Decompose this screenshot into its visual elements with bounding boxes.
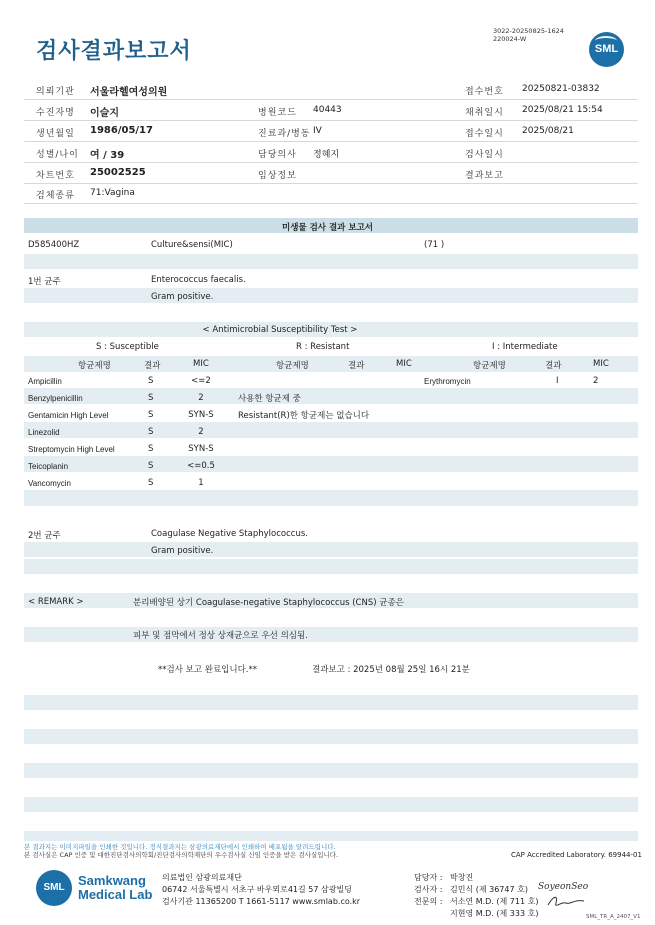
doctor-label: 전문의 : <box>414 897 443 906</box>
info-label-l3: 접수번호 <box>465 87 504 97</box>
staff-label: 담당자 : <box>414 873 443 882</box>
band <box>24 627 638 642</box>
image-notice: 본 결과지는 이미지파일을 인쇄한 것입니다. 정식결과지는 삼광의료재단에서 인쇄하여 배포됨을 알려드립니다. <box>24 843 336 851</box>
info-label-l1: 검체종류 <box>36 191 75 201</box>
info-value-v3: 20250821-03832 <box>522 84 600 94</box>
brand-line-2: Medical Lab <box>78 887 153 902</box>
test-number: (71 ) <box>424 240 445 250</box>
info-row <box>24 142 638 163</box>
accreditation-notice: 본 검사실은 CAP 인증 및 대한진단검사의학회/진단검사의학재단의 우수검사실 신임 인증을 받은 검사실입니다. <box>24 851 339 859</box>
drug-mic: <=0.5 <box>187 461 215 471</box>
info-row <box>24 121 638 142</box>
band <box>24 831 638 841</box>
info-label-l3: 채취일시 <box>465 108 504 118</box>
brand-line-1: Samkwang <box>78 873 146 888</box>
organism-1-gram: Gram positive. <box>151 292 214 302</box>
section-title: 미생물 검사 결과 보고서 <box>282 223 373 233</box>
drug-mic: 2 <box>198 393 204 403</box>
drug-name: Gentamicin High Level <box>28 411 109 420</box>
drug3-name: Erythromycin <box>424 377 471 386</box>
drug-result: S <box>148 393 154 403</box>
signature-1: SoyeonSeo <box>538 882 589 892</box>
remark-line-1: 분리배양된 상기 Coagulase-negative Staphylococcus (CNS) 균종은 <box>133 598 404 608</box>
info-row <box>24 183 638 204</box>
sml-logo-text: SML <box>594 43 619 55</box>
col-mic-3: MIC <box>593 359 609 369</box>
info-label-l2: 진료과/병동 <box>258 129 311 139</box>
info-row <box>24 163 638 184</box>
form-code: SML_TR_A_2407_V1 <box>586 914 641 920</box>
doc-number-line-1: 3022-20250825-1624 <box>493 27 564 35</box>
band <box>24 695 638 710</box>
drug-name: Teicoplanin <box>28 462 69 471</box>
info-row <box>24 100 638 121</box>
doctor-name-2: 지현영 M.D. (제 333 호) <box>450 909 539 918</box>
col-result-3: 결과 <box>545 361 562 371</box>
drug3-result: I <box>556 376 559 386</box>
footer-logo-text: SML <box>43 882 65 893</box>
band <box>24 729 638 744</box>
legend-resistant: R : Resistant <box>296 342 350 352</box>
band <box>24 542 638 557</box>
col-drug-1: 항균제명 <box>78 361 111 371</box>
remark-line-2: 피부 및 점막에서 정상 상재균으로 우선 의심됨. <box>133 631 308 641</box>
info-row <box>24 79 638 100</box>
col-drug-2: 항균제명 <box>276 361 309 371</box>
ast-title: < Antimicrobial Susceptibility Test > <box>202 325 358 335</box>
drug-mic: <=2 <box>191 376 211 386</box>
remark-label: < REMARK > <box>28 597 84 607</box>
tester-label: 검사자 : <box>414 885 443 894</box>
organism-1-name: Enterococcus faecalis. <box>151 275 246 285</box>
drug-result: S <box>148 461 154 471</box>
band <box>24 388 638 404</box>
info-label-l1: 차트번호 <box>36 171 75 181</box>
footer-address-block <box>162 872 360 908</box>
info-value-v1: 여 / 39 <box>90 150 125 161</box>
drug-result: S <box>148 427 154 437</box>
footer-sml-logo <box>36 870 72 906</box>
drug-result: S <box>148 478 154 488</box>
report-time: 결과보고 : 2025년 08월 25일 16시 21분 <box>312 665 470 675</box>
drug-mic: 1 <box>198 478 204 488</box>
info-label-l3: 결과보고 <box>465 171 504 181</box>
info-label-l2: 담당의사 <box>258 150 297 160</box>
cap-number: CAP Accredited Laboratory. 69944-01 <box>511 851 642 859</box>
info-label-l1: 성별/나이 <box>36 150 79 160</box>
info-label-l1: 생년월일 <box>36 129 75 139</box>
drug-mic: SYN-S <box>188 444 214 454</box>
footer-org: 의료법인 삼광의료재단 <box>162 873 242 882</box>
band <box>24 559 638 574</box>
info-value-v1: 서울라헬여성의원 <box>90 87 168 98</box>
info-value-v3: 2025/08/21 15:54 <box>522 105 603 115</box>
info-value-v1: 71:Vagina <box>90 188 135 198</box>
info-value-v2: 40443 <box>313 105 342 115</box>
report-complete: **검사 보고 완료입니다.** <box>158 665 258 675</box>
brand-name <box>78 874 152 902</box>
sml-logo <box>589 32 624 67</box>
test-code: D585400HZ <box>28 240 80 250</box>
organism-2-label: 2번 균주 <box>28 531 61 541</box>
doc-number-line-2: 220024-W <box>493 35 527 43</box>
band <box>24 254 638 269</box>
staff-name: 박창진 <box>450 873 474 882</box>
doctor-name-1: 서소연 M.D. (제 711 호) <box>450 897 539 906</box>
info-label-l3: 접수일시 <box>465 129 504 139</box>
legend-intermediate: I : Intermediate <box>492 342 558 352</box>
note-line-2: Resistant(R)한 항균제는 없습니다 <box>238 411 370 421</box>
organism-1-label: 1번 균주 <box>28 277 61 287</box>
band <box>24 422 638 438</box>
footer-labels <box>414 872 442 908</box>
page-title: 검사결과보고서 <box>36 39 192 64</box>
legend-susceptible: S : Susceptible <box>96 342 159 352</box>
band <box>24 490 638 506</box>
band <box>24 797 638 812</box>
document-number <box>493 27 564 43</box>
footer-contact: 검사기관 11365200 T 1661-5117 www.smlab.co.kr <box>162 897 361 906</box>
col-drug-3: 항균제명 <box>473 361 506 371</box>
drug-result: S <box>148 410 154 420</box>
organism-2-gram: Gram positive. <box>151 546 214 556</box>
drug-name: Benzylpenicillin <box>28 394 83 403</box>
tester-name: 김민식 (제 36747 호) <box>450 885 528 894</box>
drug-name: Vancomycin <box>28 479 71 488</box>
col-result-1: 결과 <box>144 361 161 371</box>
info-label-l3: 검사일시 <box>465 150 504 160</box>
test-name: Culture&sensi(MIC) <box>151 240 233 250</box>
drug-result: S <box>148 376 154 386</box>
info-value-v1: 1986/05/17 <box>90 125 153 136</box>
info-value-v2: IV <box>313 126 322 136</box>
drug-name: Ampicillin <box>28 377 62 386</box>
info-label-l2: 임상정보 <box>258 171 297 181</box>
signature-2 <box>544 893 588 911</box>
footer-staff-block <box>450 872 538 920</box>
band <box>24 456 638 472</box>
info-label-l1: 의뢰기관 <box>36 87 75 97</box>
drug3-mic: 2 <box>593 376 599 386</box>
band <box>24 288 638 303</box>
col-mic-2: MIC <box>396 359 412 369</box>
info-value-v1: 25002525 <box>90 167 146 178</box>
organism-2-name: Coagulase Negative Staphylococcus. <box>151 529 308 539</box>
info-value-v3: 2025/08/21 <box>522 126 574 136</box>
col-result-2: 결과 <box>348 361 365 371</box>
drug-name: Linezolid <box>28 428 60 437</box>
note-line-1: 사용한 항균제 중 <box>238 394 301 404</box>
drug-name: Streptomycin High Level <box>28 445 115 454</box>
drug-mic: SYN-S <box>188 410 214 420</box>
drug-result: S <box>148 444 154 454</box>
info-label-l1: 수진자명 <box>36 108 75 118</box>
col-mic-1: MIC <box>193 359 209 369</box>
footer-address: 06742 서울특별시 서초구 바우뫼로41길 57 삼광빌딩 <box>162 885 352 894</box>
drug-mic: 2 <box>198 427 204 437</box>
info-value-v2: 정혜지 <box>313 150 340 160</box>
band <box>24 763 638 778</box>
info-label-l2: 병원코드 <box>258 108 297 118</box>
info-value-v1: 이슬지 <box>90 108 119 119</box>
